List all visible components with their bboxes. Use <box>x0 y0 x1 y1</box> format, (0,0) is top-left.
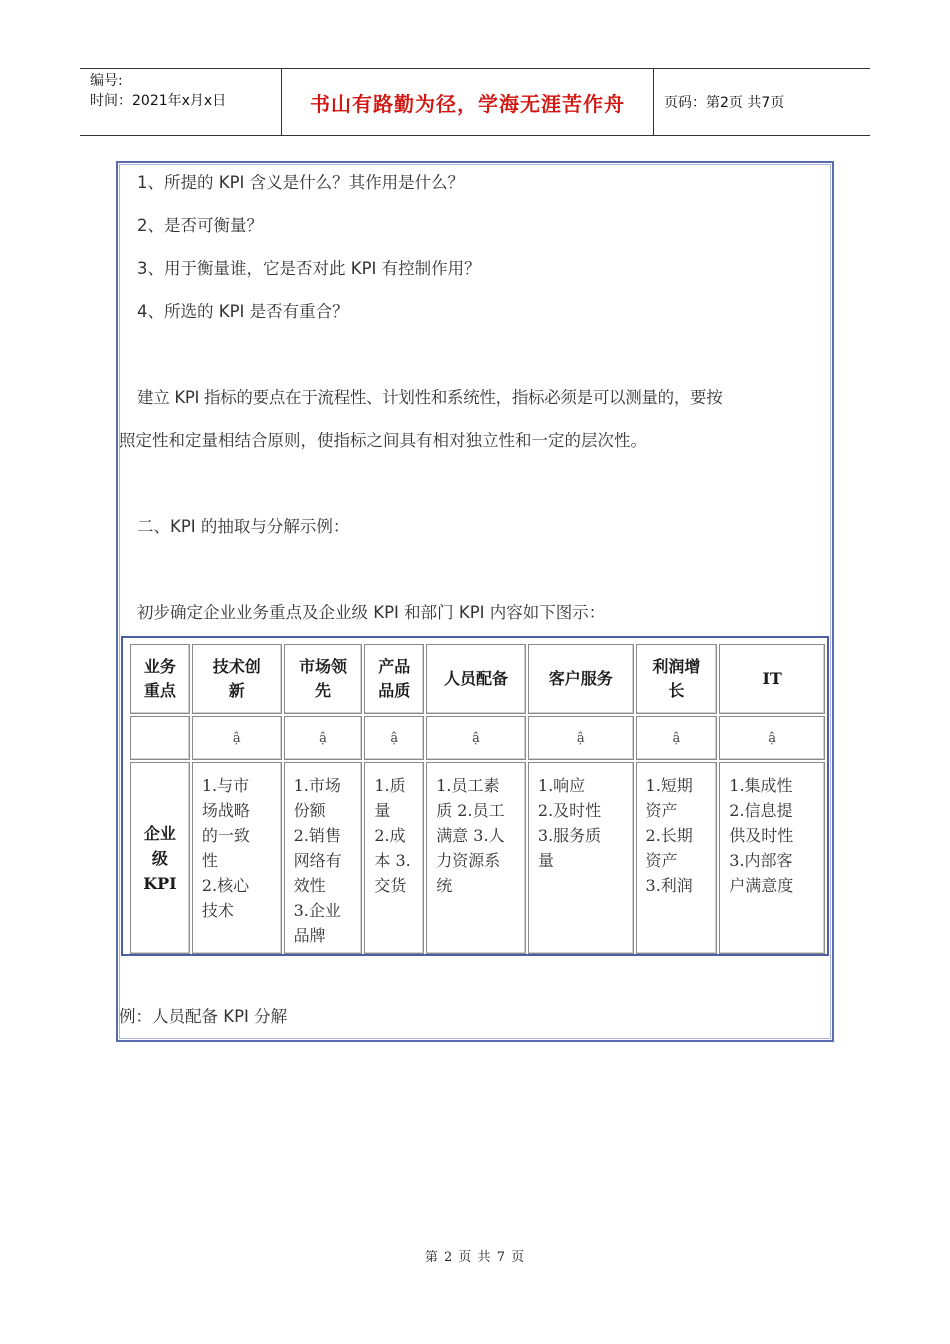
col-head-staffing <box>426 644 526 714</box>
col-head-line: 客户服务 <box>548 669 613 688</box>
kpi-line: 量 <box>537 851 554 870</box>
kpi-line: 量 <box>374 801 391 820</box>
row-kpi-line: 企业 <box>143 823 176 843</box>
kpi-line: 3.利润 <box>645 876 693 895</box>
arrow-icon: ậ <box>636 716 718 760</box>
kpi-line: 1.市场 <box>293 776 341 795</box>
kpi-cell-profit <box>636 762 718 954</box>
kpi-cell-tech <box>192 762 282 954</box>
col-head-line: 利润增 <box>652 657 701 676</box>
kpi-line: 资产 <box>645 801 678 820</box>
kpi-line: 场战略 <box>201 801 250 820</box>
kpi-line: 质 2.员工 <box>436 801 505 820</box>
col-head-line: 品质 <box>378 681 411 700</box>
arrow-icon: ậ <box>192 716 282 760</box>
kpi-line: 性 <box>201 851 218 870</box>
kpi-line: 1.与市 <box>201 776 250 795</box>
kpi-line: 1.响应 <box>537 776 586 795</box>
col-head-line: 先 <box>314 681 331 700</box>
kpi-line: 3.企业 <box>293 901 341 920</box>
col-head-quality <box>364 644 424 714</box>
kpi-line: 效性 <box>293 876 326 895</box>
kpi-line: 满意 3.人 <box>436 826 505 845</box>
kpi-line: 2.信息提 <box>729 801 793 820</box>
question-2: 2、是否可衡量？ <box>137 216 263 235</box>
kpi-line: 1.员工素 <box>436 776 500 795</box>
header-page-info: 页码：第2页 共7页 <box>664 95 785 111</box>
col-head-tech <box>192 644 282 714</box>
col-head-line: IT <box>762 669 782 688</box>
col-head-it <box>719 644 825 714</box>
row-head-cell <box>130 644 190 714</box>
arrow-icon: ậ <box>364 716 424 760</box>
kpi-line: 技术 <box>201 901 234 920</box>
row-head-line: 重点 <box>143 681 176 700</box>
kpi-cell-market <box>284 762 363 954</box>
section-heading: 二、KPI 的抽取与分解示例： <box>137 517 350 536</box>
row-head-line: 业务 <box>143 657 176 676</box>
kpi-cell-quality <box>364 762 424 954</box>
paragraph-line-2: 照定性和定量相结合原则，使指标之间具有相对独立性和一定的层次性。 <box>119 431 647 450</box>
kpi-line: 2.及时性 <box>537 801 602 820</box>
col-head-line: 产品 <box>378 657 411 676</box>
col-head-profit <box>636 644 718 714</box>
col-head-line: 新 <box>228 681 245 700</box>
arrow-icon: ậ <box>719 716 825 760</box>
question-4: 4、所选的 KPI 是否有重合？ <box>137 302 349 321</box>
kpi-line: 2.长期 <box>645 826 693 845</box>
col-head-line: 技术创 <box>212 657 261 676</box>
kpi-line: 户满意度 <box>729 876 794 895</box>
kpi-line: 供及时性 <box>729 826 794 845</box>
table-intro: 初步确定企业业务重点及企业级 KPI 和部门 KPI 内容如下图示： <box>137 603 606 622</box>
empty-cell <box>130 716 190 760</box>
question-3: 3、用于衡量谁，它是否对此 KPI 有控制作用？ <box>137 259 481 278</box>
kpi-line: 本 3. <box>374 851 411 870</box>
page-footer: 第 2 页 共 7 页 <box>424 1250 526 1265</box>
kpi-line: 份额 <box>293 801 326 820</box>
kpi-line: 品牌 <box>293 926 326 945</box>
kpi-line: 1.质 <box>374 776 406 795</box>
kpi-cell-service <box>528 762 634 954</box>
col-head-line: 长 <box>668 681 685 700</box>
kpi-cell-it <box>719 762 825 954</box>
kpi-line: 的一致 <box>201 826 250 845</box>
row-kpi-line: KPI <box>143 873 177 893</box>
arrow-icon: ậ <box>426 716 526 760</box>
time-label: 时间：2021年x月x日 <box>90 93 227 109</box>
row-kpi-line: 级 <box>151 848 168 868</box>
kpi-line: 网络有 <box>293 851 342 870</box>
kpi-cell-staffing <box>426 762 526 954</box>
code-label: 编号: <box>90 73 123 89</box>
kpi-line: 1.短期 <box>645 776 693 795</box>
arrow-icon: ậ <box>528 716 634 760</box>
question-1: 1、所提的 KPI 含义是什么？其作用是什么？ <box>137 173 465 192</box>
kpi-table <box>128 642 827 956</box>
col-head-line: 人员配备 <box>444 669 509 688</box>
kpi-line: 2.核心 <box>201 876 250 895</box>
row-kpi-label <box>130 762 190 954</box>
paragraph-line-1: 建立 KPI 指标的要点在于流程性、计划性和系统性，指标必须是可以测量的，要按 <box>137 388 723 407</box>
kpi-line: 3.服务质 <box>537 826 602 845</box>
table-row-headers <box>130 644 825 714</box>
example-caption: 例：人员配备 KPI 分解 <box>119 1007 288 1026</box>
kpi-line: 资产 <box>645 851 678 870</box>
arrow-icon: ậ <box>284 716 363 760</box>
table-row-arrows <box>130 716 825 760</box>
col-head-market <box>284 644 363 714</box>
page-header <box>80 68 870 136</box>
kpi-line: 力资源系 <box>436 851 501 870</box>
header-motto: 书山有路勤为径，学海无涯苦作舟 <box>282 69 654 135</box>
col-head-service <box>528 644 634 714</box>
table-row-kpi <box>130 762 825 954</box>
kpi-line: 2.销售 <box>293 826 341 845</box>
kpi-table-frame <box>121 636 829 956</box>
kpi-line: 统 <box>436 876 453 895</box>
kpi-line: 交货 <box>374 876 407 895</box>
header-meta <box>80 69 282 135</box>
kpi-line: 1.集成性 <box>729 776 793 795</box>
kpi-line: 3.内部客 <box>729 851 793 870</box>
kpi-line: 2.成 <box>374 826 406 845</box>
col-head-line: 市场领 <box>298 657 347 676</box>
